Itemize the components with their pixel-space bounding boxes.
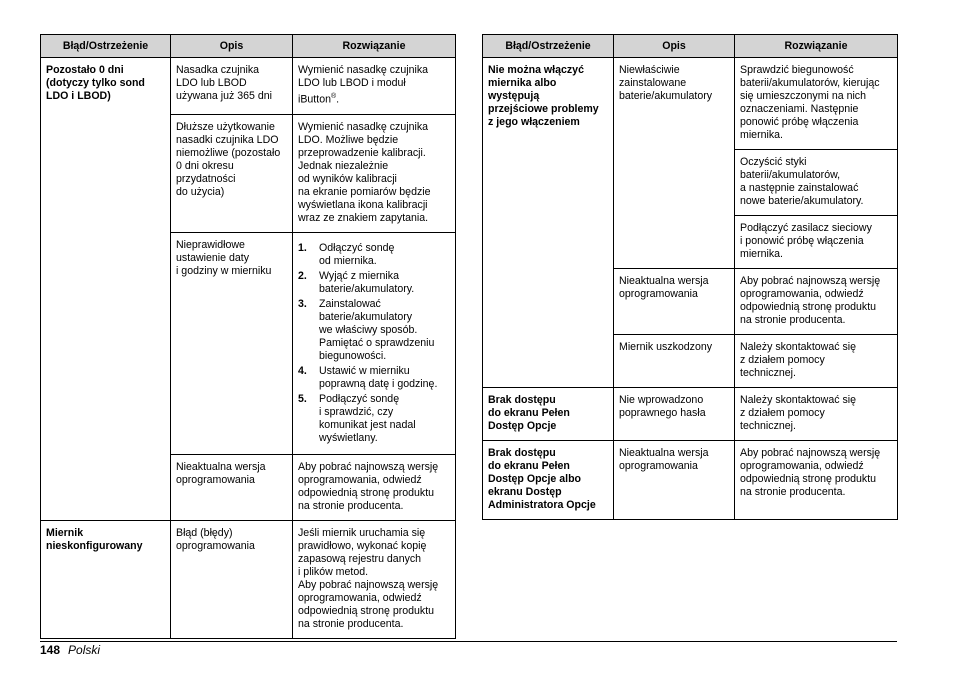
solution-cell: Należy skontaktować się z działem pomocy technicznej. <box>735 388 898 441</box>
solution-cell: Podłączyć zasilacz sieciowy i ponowić próbę włączenia miernika. <box>735 216 898 269</box>
description-cell: Miernik uszkodzony <box>614 335 735 388</box>
description-cell: Nieaktualna wersja oprogramowania <box>171 454 293 520</box>
table-row <box>483 58 898 150</box>
solution-step <box>298 393 450 445</box>
column-header-description: Opis <box>614 35 735 58</box>
step-number: 2. <box>298 269 307 282</box>
solution-cell: Aby pobrać najnowszą wersję oprogramowania, odwiedź odpowiednią stronę produktu na stronie producenta. <box>735 269 898 335</box>
solution-step <box>298 365 450 391</box>
solution-cell: Wymienić nasadkę czujnika LDO. Możliwe będzie przeprowadzenie kalibracji. Jednak niezależnie od wyników kalibracji na ekranie pomiarów będzie wyświetlana ikona kalibracji wraz ze znakiem zapytania. <box>293 114 456 232</box>
table-row <box>483 388 898 441</box>
solution-step <box>298 270 450 296</box>
footer-language: Polski <box>68 643 101 657</box>
error-cell: Brak dostępu do ekranu Pełen Dostęp Opcje albo ekranu Dostęp Administratora Opcje <box>483 441 614 520</box>
solution-step <box>298 242 450 268</box>
step-text: Zainstalować baterie/akumulatory we właściwy sposób. Pamiętać o sprawdzeniu biegunowości. <box>319 297 435 362</box>
solution-cell: Sprawdzić biegunowość baterii/akumulatorów, kierując się umieszczonymi na nich oznaczeniami. Następnie ponowić próbę włączenia miernika. <box>735 58 898 150</box>
description-cell: Niewłaściwie zainstalowane baterie/akumulatory <box>614 58 735 269</box>
solution-cell: Aby pobrać najnowszą wersję oprogramowania, odwiedź odpowiednią stronę produktu na stronie producenta. <box>735 441 898 520</box>
step-text: Podłączyć sondę i sprawdzić, czy komunikat jest nadal wyświetlany. <box>319 392 416 444</box>
solution-cell: Aby pobrać najnowszą wersję oprogramowania, odwiedź odpowiednią stronę produktu na stronie producenta. <box>293 454 456 520</box>
step-text: Ustawić w mierniku poprawną datę i godzinę. <box>319 364 438 390</box>
description-cell: Błąd (błędy) oprogramowania <box>171 520 293 638</box>
table-row <box>483 441 898 520</box>
page-number: 148 <box>40 643 61 657</box>
registered-mark: ® <box>330 93 337 100</box>
page-footer <box>40 643 100 657</box>
solution-cell: Jeśli miernik uruchamia się prawidłowo, wykonać kopię zapasową rejestru danych i plików metod. Aby pobrać najnowszą wersję oprogramowania, odwiedź odpowiednią stronę produktu na stronie producenta. <box>293 520 456 638</box>
description-cell: Nieaktualna wersja oprogramowania <box>614 441 735 520</box>
column-header-solution: Rozwiązanie <box>735 35 898 58</box>
table-header-row <box>483 35 898 58</box>
solution-cell <box>293 232 456 454</box>
description-cell: Nie wprowadzono poprawnego hasła <box>614 388 735 441</box>
description-cell: Nieaktualna wersja oprogramowania <box>614 269 735 335</box>
solution-step <box>298 298 450 363</box>
solution-cell: Oczyścić styki baterii/akumulatorów, a następnie zainstalować nowe baterie/akumulatory. <box>735 150 898 216</box>
step-number: 5. <box>298 392 307 405</box>
step-number: 4. <box>298 364 307 377</box>
solution-text: Wymienić nasadkę czujnika LDO lub LBOD i moduł iButton <box>298 64 429 106</box>
column-header-error: Błąd/Ostrzeżenie <box>41 35 171 58</box>
step-number: 3. <box>298 297 307 310</box>
description-cell: Nasadka czujnika LDO lub LBOD używana już 365 dni <box>171 58 293 115</box>
column-header-error: Błąd/Ostrzeżenie <box>483 35 614 58</box>
description-cell: Nieprawidłowe ustawienie daty i godziny w mierniku <box>171 232 293 454</box>
solution-cell <box>293 58 456 115</box>
step-text: Odłączyć sondę od miernika. <box>319 241 395 267</box>
error-cell: Brak dostępu do ekranu Pełen Dostęp Opcje <box>483 388 614 441</box>
description-cell: Dłuższe użytkowanie nasadki czujnika LDO niemożliwe (pozostało 0 dni okresu przydatności do użycia) <box>171 114 293 232</box>
table-row <box>41 58 456 115</box>
step-number: 1. <box>298 241 307 254</box>
solution-steps-list <box>298 242 450 445</box>
column-header-solution: Rozwiązanie <box>293 35 456 58</box>
error-cell: Miernik nieskonfigurowany <box>41 520 171 638</box>
error-cell: Nie można włączyć miernika albo występują przejściowe problemy z jego włączeniem <box>483 58 614 388</box>
table-row <box>41 520 456 638</box>
troubleshooting-table-left <box>40 34 456 639</box>
error-cell: Pozostało 0 dni (dotyczy tylko sond LDO i LBOD) <box>41 58 171 521</box>
solution-text-end: . <box>336 93 340 106</box>
solution-cell: Należy skontaktować się z działem pomocy technicznej. <box>735 335 898 388</box>
footer-divider <box>40 641 897 642</box>
troubleshooting-table-right <box>482 34 898 520</box>
table-header-row <box>41 35 456 58</box>
step-text: Wyjąć z miernika baterie/akumulatory. <box>319 269 415 295</box>
column-header-description: Opis <box>171 35 293 58</box>
